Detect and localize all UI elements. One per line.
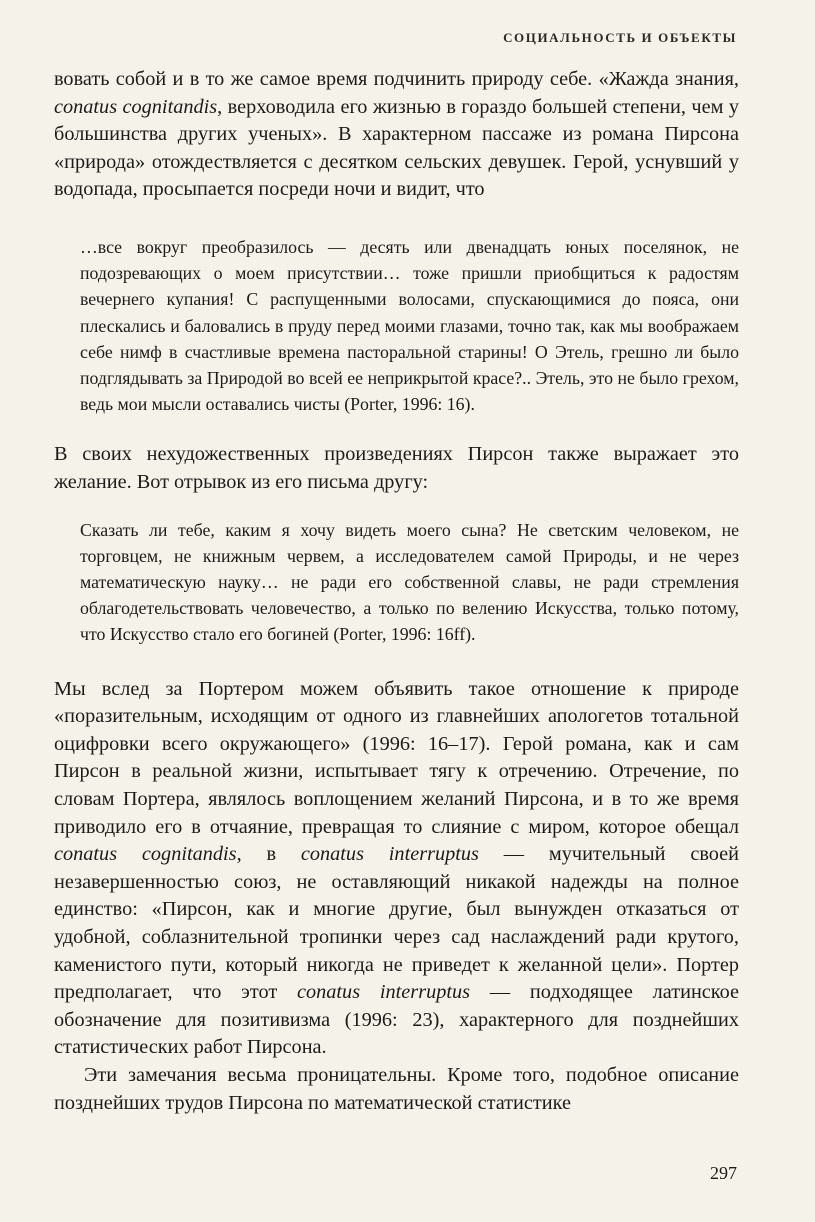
paragraph-2: В своих нехудожественных произведениях Пирсон также выражает это желание. Вот отрывок из его письма другу: <box>54 443 739 493</box>
paragraph-1-italic: conatus cognitandis <box>54 95 218 118</box>
paragraph-3-italic-3: conatus interruptus <box>297 981 471 1004</box>
paragraph-3-italic-1: conatus cognitandis <box>54 843 237 866</box>
paragraph-4: Эти замечания весьма проницательны. Кроме того, подобное описание позднейших трудов Пирсона по математической статистике <box>54 1063 739 1114</box>
paragraph-3-text-a: Мы вслед за Портером можем объявить такое отношение к природе «поразительным, исходящим от одного из главнейших апологетов тотальной оцифровки всего окружающего» (1996: 16–17). Герой романа, как и сам Пирсон в реальной жизни, испытывает тягу к отречению. Отречение, по словам Портера, являлось воплощением желаний Пирсона, и в то же время приводило его в отчаяние, превращая то слияние с миром, которое обещал <box>54 677 739 838</box>
running-head: СОЦИАЛЬНОСТЬ И ОБЪЕКТЫ <box>503 30 737 45</box>
page-number: 297 <box>710 1163 737 1183</box>
block-quote-2: Сказать ли тебе, каким я хочу видеть моего сына? Не светским человеком, не торговцем, не книжным червем, а исследователем самой Природы, и не через математическую науку… не ради его собственной славы, не ради стремления облагодетельствовать человечество, а только по велению Искусства, только потому, что Искусство стало его богиней (Porter, 1996: 16ff). <box>80 519 739 645</box>
paragraph-3-text-e: — мучительный своей незавершенностью союз, не оставляющий никакой надежды на полное единство: «Пирсон, как и многие другие, был вынужден отказаться от удобной, соблазнительной тропинки через сад наслаждений ради крутого, каменистого пути, который никогда не приведет к желанной цели». Портер предполагает, что этот <box>54 843 739 1004</box>
paragraph-1 <box>54 66 739 204</box>
paragraph-1-text-c: , верховодила его жизнью в гораздо большей степени, чем у большинства других ученых». В характерном пассаже из романа Пирсона «природа» отождествляется с десятком сельских девушек. Герой, уснувший у водопада, просыпается посреди ночи и видит, что <box>54 95 739 201</box>
block-quote-1: …все вокруг преобразилось — десять или двенадцать юных поселянок, не подозревающих о моем присутствии… тоже пришли приобщиться к радостям вечернего купания! С распущенными волосами, спускающимися до пояса, они плескались и баловались в пруду перед моими глазами, точно так, как мы воображаем себе нимф в счастливые времена пасторальной старины! О Этель, грешно ли было подглядывать за Природой во всей ее неприкрытой красе?.. Этель, это не было грехом, ведь мои мысли оставались чисты (Porter, 1996: 16). <box>80 236 739 415</box>
paragraph-3-italic-2: conatus interruptus <box>300 843 479 866</box>
paragraph-3 <box>54 676 739 1062</box>
page-content <box>54 66 739 1117</box>
paragraph-1-text-a: вовать собой и в то же самое время подчинить природу себе. «Жажда знания, <box>54 68 739 90</box>
paragraph-3-text-g: — подходящее латинское обозначение для позитивизма (1996: 23), характерного для позднейших статистических работ Пирсона. <box>54 981 740 1059</box>
paragraph-3-text-c: , в <box>236 843 301 866</box>
